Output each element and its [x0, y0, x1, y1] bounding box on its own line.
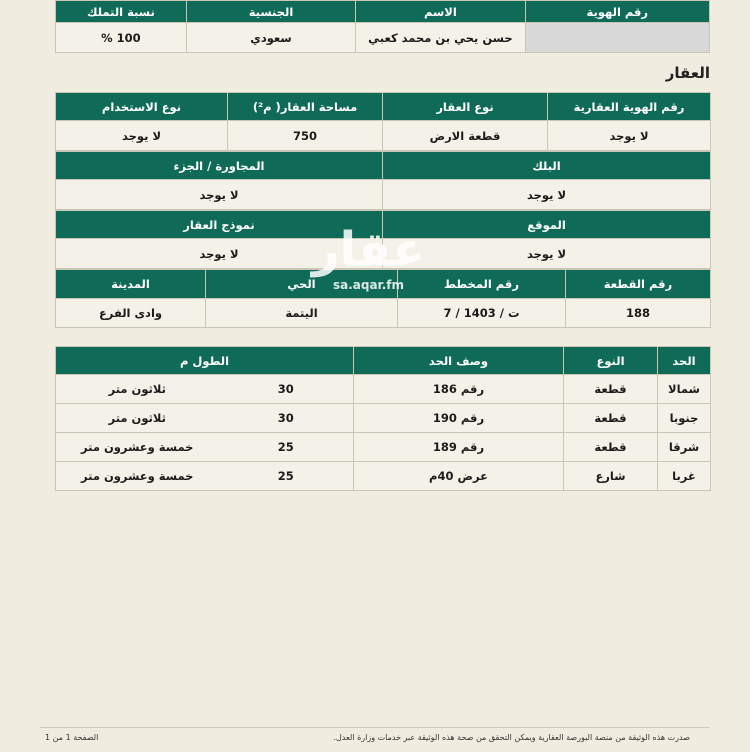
owner-nationality: سعودي [186, 23, 355, 53]
property-header-neighbor: المجاورة / الجزء [56, 152, 383, 180]
table-row [56, 375, 711, 404]
page-number: الصفحة 1 من 1 [45, 733, 99, 742]
owner-header-name: الاسم [356, 1, 525, 23]
boundary-length-text: ثلاثون متر [56, 404, 219, 433]
boundary-side: شرقا [658, 433, 711, 462]
boundary-type: شارع [564, 462, 658, 491]
watermark-logo-text: عقار [312, 222, 425, 278]
boundary-side: جنوبا [658, 404, 711, 433]
property-header-plan: رقم المخطط [398, 270, 566, 299]
boundary-desc: رقم 189 [354, 433, 564, 462]
boundary-length-number: 25 [219, 462, 354, 491]
property-header-plot: رقم القطعة [566, 270, 711, 299]
property-header-area: مساحة العقار( م²) [228, 93, 383, 121]
boundary-header-side: الحد [658, 347, 711, 375]
boundary-desc: رقم 186 [354, 375, 564, 404]
boundary-length-text: خمسة وعشرون متر [56, 462, 219, 491]
property-plan: 7 / ت / 1403 [398, 299, 566, 328]
owner-ownership: 100 % [56, 23, 187, 53]
property-header-block: البلك [383, 152, 711, 180]
boundary-desc: عرض 40م [354, 462, 564, 491]
watermark-url: sa.aqar.fm [332, 278, 405, 292]
boundary-length-number: 30 [219, 375, 354, 404]
boundary-desc: رقم 190 [354, 404, 564, 433]
table-row [56, 404, 711, 433]
property-header-type: نوع العقار [383, 93, 548, 121]
boundary-side: غربا [658, 462, 711, 491]
boundary-side: شمالا [658, 375, 711, 404]
owner-id-redacted [525, 23, 709, 53]
table-row [56, 462, 711, 491]
table-row [56, 433, 711, 462]
property-plot: 188 [566, 299, 711, 328]
property-header-district: الحي [206, 270, 398, 299]
boundary-length-number: 30 [219, 404, 354, 433]
property-table-2 [55, 151, 711, 210]
boundary-length-text: خمسة وعشرون متر [56, 433, 219, 462]
property-model: لا يوجد [56, 239, 383, 269]
owner-header-nationality: الجنسية [186, 1, 355, 23]
owner-header-ownership: نسبة التملك [56, 1, 187, 23]
property-section-title: العقار [665, 64, 710, 82]
property-type: قطعة الارض [383, 121, 548, 151]
property-header-usage: نوع الاستخدام [56, 93, 228, 121]
property-table-1 [55, 92, 711, 151]
boundary-header-length: الطول م [56, 347, 354, 375]
property-block: لا يوجد [383, 180, 711, 210]
footer-note: صدرت هذه الوثيقة من منصة البورصة العقارية ويمكن التحقق من صحة هذه الوثيقة عبر خدمات وزارة العدل. [333, 733, 690, 742]
property-header-location: الموقع [383, 211, 711, 239]
boundary-type: قطعة [564, 375, 658, 404]
boundary-header-desc: وصف الحد [354, 347, 564, 375]
document-footer [40, 727, 710, 750]
boundary-type: قطعة [564, 433, 658, 462]
aqar-watermark [312, 222, 425, 292]
property-location: لا يوجد [383, 239, 711, 269]
owner-name: حسن يحي بن محمد كعبي [356, 23, 525, 53]
boundary-type: قطعة [564, 404, 658, 433]
boundary-length-number: 25 [219, 433, 354, 462]
property-header-id: رقم الهوية العقارية [548, 93, 711, 121]
property-id: لا يوجد [548, 121, 711, 151]
owner-table [55, 0, 710, 53]
boundaries-table [55, 346, 711, 491]
property-area: 750 [228, 121, 383, 151]
property-district: اليتمة [206, 299, 398, 328]
property-neighbor: لا يوجد [56, 180, 383, 210]
boundary-length-text: ثلاثون متر [56, 375, 219, 404]
boundary-header-type: النوع [564, 347, 658, 375]
property-usage: لا يوجد [56, 121, 228, 151]
property-header-city: المدينة [56, 270, 206, 299]
property-city: وادى الفرع [56, 299, 206, 328]
owner-header-id: رقم الهوية [525, 1, 709, 23]
property-header-model: نموذج العقار [56, 211, 383, 239]
